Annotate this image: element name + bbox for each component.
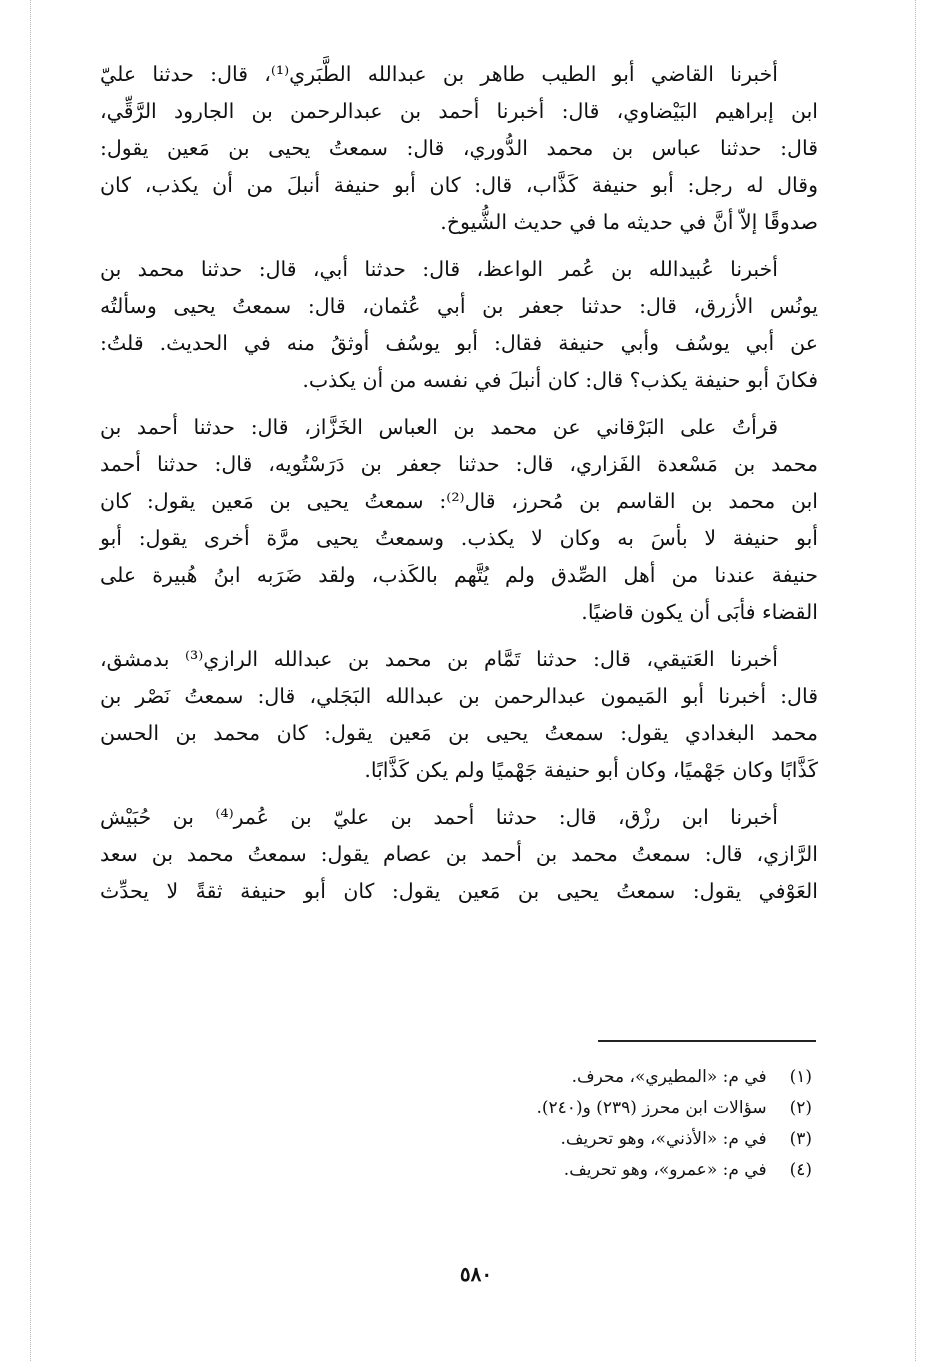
paragraph-4 [100,641,818,789]
text-line: قرأتُ على البَرْقاني عن محمد بن العباس الخَزَّاز، قال: حدثنا أحمد بن [100,415,778,439]
text-line: أخبرنا عُبيدالله بن عُمر الواعظ، قال: حدثنا أبي، قال: حدثنا محمد بن [100,257,778,281]
footnote-number: (٢) [789,1098,812,1118]
footnotes [312,1062,812,1186]
text-line: محمد البغدادي يقول: سمعتُ يحيى بن مَعين يقول: كان محمد بن الحسن [100,721,818,745]
footnote-text: في م: «الأذني»، وهو تحريف. [560,1129,767,1149]
page-number: ٥٨٠ [459,1262,493,1286]
text-line: وقال له رجل: أبو حنيفة كَذَّاب، قال: كان أبو حنيفة أنبلَ من أن يكذب، كان [100,173,818,197]
paragraph-3 [100,409,818,631]
text-line: محمد بن مَسْعدة الفَزاري، قال: حدثنا جعفر بن دَرَسْتُويه، قال: حدثنا أحمد [100,452,818,476]
text-line: فكانَ أبو حنيفة يكذب؟ قال: كان أنبلَ في نفسه من أن يكذب. [302,368,818,392]
paragraph-1 [100,56,818,241]
text-line: أبو حنيفة لا بأسَ به وكان لا يكذب. وسمعتُ يحيى مرَّة أخرى يقول: أبو [100,526,818,550]
text-line: صدوقًا إلاّ أنَّ في حديثه ما في حديث الشُّيوخ. [440,210,818,234]
footnote-item [312,1124,812,1155]
footnote-item [312,1093,812,1124]
footnote-number: (٣) [789,1129,812,1149]
text-line: قال: حدثنا عباس بن محمد الدُّوري، قال: سمعتُ يحيى بن مَعين يقول: [100,136,818,160]
text-line: الرَّازي، قال: سمعتُ محمد بن أحمد بن عصام يقول: سمعتُ محمد بن سعد [100,842,818,866]
text-line: يونُس الأزرق، قال: حدثنا جعفر بن أبي عُثمان، قال: سمعتُ يحيى وسألتُه [100,294,818,318]
text-line: أخبرنا ابن رزْق، قال: حدثنا أحمد بن عليّ بن عُمر⁽⁴⁾ بن حُبَيْش [100,805,778,829]
scan-edge-mark-left [30,0,31,1361]
text-line: عن أبي يوسُف وأبي حنيفة فقال: أبو يوسُف أوثقُ منه في الحديث. قلتُ: [100,331,818,355]
footnote-text: في م: «المطيري»، محرف. [571,1067,767,1087]
footnote-text: سؤالات ابن محرز (٢٣٩) و(٢٤٠). [536,1098,767,1118]
paragraph-2 [100,251,818,399]
text-line: العَوْفي يقول: سمعتُ يحيى بن مَعين يقول: كان أبو حنيفة ثقةً لا يحدِّث [100,879,818,903]
text-line: حنيفة عندنا من أهل الصِّدق ولم يُتَّهم بالكَذب، ولقد ضَرَبه ابنُ هُبيرة على [100,563,818,587]
footnote-divider [598,1040,816,1042]
scan-edge-mark-right [915,0,916,1361]
main-text-body [100,56,818,920]
footnote-number: (٤) [789,1160,812,1180]
text-line: قال: أخبرنا أبو المَيمون عبدالرحمن بن عبدالله البَجَلي، قال: سمعتُ نَصْر بن [100,684,818,708]
text-line: القضاء فأبَى أن يكون قاضيًا. [581,600,818,624]
text-line: أخبرنا العَتيقي، قال: حدثنا تَمَّام بن محمد بن عبدالله الرازي⁽³⁾ بدمشق، [100,647,778,671]
text-line: ابن إبراهيم البَيْضاوي، قال: أخبرنا أحمد بن عبدالرحمن بن الجارود الرَّقِّي، [100,99,818,123]
text-line: كَذَّابًا وكان جَهْميًا، وكان أبو حنيفة جَهْميًا ولم يكن كَذَّابًا. [364,758,818,782]
paragraph-5 [100,799,818,910]
footnote-text: في م: «عمرو»، وهو تحريف. [563,1160,767,1180]
footnote-item [312,1155,812,1186]
text-line: ابن محمد بن القاسم بن مُحرز، قال⁽²⁾: سمعتُ يحيى بن مَعين يقول: كان [100,489,818,513]
footnote-number: (١) [789,1067,812,1087]
footnote-item [312,1062,812,1093]
text-line: أخبرنا القاضي أبو الطيب طاهر بن عبدالله الطَّبَري⁽¹⁾، قال: حدثنا عليّ [100,62,778,86]
